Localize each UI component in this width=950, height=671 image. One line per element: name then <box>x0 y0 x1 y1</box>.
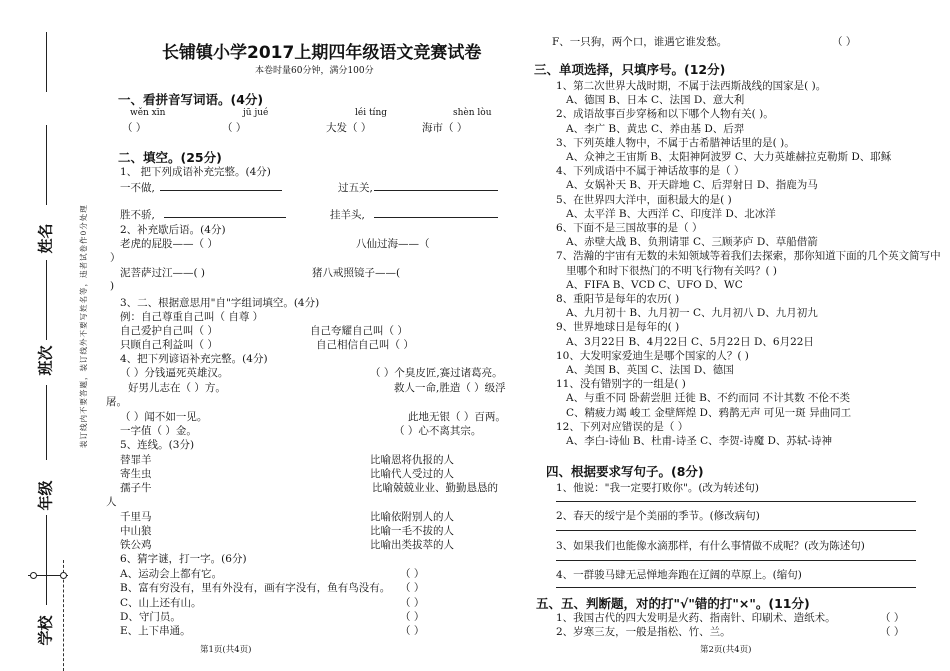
match-left[interactable]: 替罪羊 <box>120 454 152 466</box>
choice-options[interactable]: A、太平洋 B、大西洋 C、印度洋 D、北冰洋 <box>566 207 776 220</box>
page-footer-right: 第2页(共4页) <box>700 645 752 655</box>
proverb-item: （ ）个臭皮匠,赛过诸葛亮。 <box>370 367 503 379</box>
saying-item: ） <box>110 252 121 264</box>
match-left[interactable]: 寄生虫 <box>120 468 152 480</box>
example-text: 例：自己尊重自己叫（ 自尊 ） <box>120 311 264 323</box>
match-right[interactable]: 比喻出类拔萃的人 <box>370 539 454 551</box>
answer-line[interactable] <box>160 190 282 191</box>
choice-question: 4、下列成语中不属于神话故事的是（ ） <box>556 165 745 178</box>
answer-line[interactable] <box>556 530 916 531</box>
match-right[interactable]: 比喻一毛不拔的人 <box>370 525 454 537</box>
riddle-item: C、山上还有山。 <box>120 597 202 609</box>
page-subtitle: 本卷时量60分钟，满分100分 <box>255 66 374 76</box>
question-title: 4、把下列谚语补充完整。(4分) <box>120 353 268 365</box>
proverb-item: 一字值（ ）金。 <box>120 425 197 437</box>
choice-question: 9、世界地球日是每年的( ) <box>556 321 680 334</box>
saying-item: 猪八戒照镜子——( <box>312 267 401 279</box>
answer-blank[interactable]: （ ） <box>400 597 425 609</box>
proverb-item: 好男儿志在（ ）方。 <box>128 382 226 394</box>
match-right: 人 <box>106 496 117 508</box>
proverb-item: 屠。 <box>106 396 127 408</box>
answer-line[interactable] <box>556 560 916 561</box>
name-label: 姓名 <box>36 223 55 254</box>
answer-blank[interactable]: （ ） <box>880 612 905 624</box>
match-right[interactable]: 比喻代人受过的人 <box>370 468 454 480</box>
school-label: 学校 <box>36 615 55 646</box>
choice-question: 3、下列英雄人物中，不属于古希腊神话里的是( )。 <box>556 136 795 149</box>
word-item: 只顾自己利益叫（ ） <box>120 339 218 351</box>
sentence-task: 1、他说："我一定要打败你"。(改为转述句) <box>556 482 760 494</box>
choice-options[interactable]: A、众神之王宙斯 B、太阳神阿波罗 C、大力英雄赫拉克勒斯 D、耶稣 <box>566 151 892 163</box>
saying-item: ) <box>110 280 115 292</box>
choice-options[interactable]: C、精疲力竭 峻工 金壁辉煌 D、鸦鹊无声 可见一斑 异曲同工 <box>566 406 852 419</box>
class-label: 班次 <box>36 345 55 376</box>
pinyin-3: léi tíng <box>355 108 387 118</box>
choice-options[interactable]: A、李广 B、黄忠 C、养由基 D、后羿 <box>566 122 745 135</box>
choice-question: 10、大发明家爱迪生是哪个国家的人？( ) <box>556 349 749 362</box>
answer-blank[interactable]: （ ） <box>400 582 425 594</box>
answer-line[interactable] <box>556 587 916 588</box>
match-left[interactable]: 中山狼 <box>120 525 152 537</box>
match-right[interactable]: 比喻恩将仇报的人 <box>370 454 454 466</box>
proverb-item: （ ）心不离其宗。 <box>394 425 482 437</box>
question-title: 6、猜字谜，打一字。(6分) <box>120 553 247 565</box>
answer-blank[interactable]: （ ） <box>222 122 247 134</box>
idiom-item: 过五关, <box>338 182 373 194</box>
choice-question: 12、下列对应错误的是（ ） <box>556 420 689 433</box>
section3-heading: 三、单项选择，只填序号。(12分) <box>534 62 726 77</box>
section4-heading: 四、根据要求写句子。(8分) <box>546 464 704 479</box>
choice-question: 2、成语故事百步穿杨和以下哪个人物有关( )。 <box>556 108 774 121</box>
answer-blank[interactable]: （ ） <box>400 611 425 623</box>
riddle-item: D、守门员。 <box>120 611 181 623</box>
choice-options[interactable]: A、与重不同 卧薪尝胆 迁徙 B、不约而同 不计其数 不伦不类 <box>566 392 850 405</box>
riddle-item: A、运动会上都有它。 <box>120 568 223 580</box>
saying-item: 八仙过海——（ <box>356 238 430 250</box>
binding-hole <box>30 572 37 579</box>
answer-line[interactable] <box>164 217 286 218</box>
choice-options[interactable]: A、FIFA B、VCD C、UFO D、WC <box>566 278 743 291</box>
choice-options[interactable]: A、德国 B、日本 C、法国 D、意大利 <box>566 94 745 107</box>
binding-line <box>46 125 47 205</box>
riddle-item: B、富有穷没有，里有外没有，画有字没有，鱼有鸟没有。 <box>120 582 391 594</box>
answer-blank[interactable]: （ ） <box>400 568 425 580</box>
choice-options[interactable]: A、女娲补天 B、开天辟地 C、后羿射日 D、指鹿为马 <box>566 179 818 192</box>
section5-heading: 五、五、判断题，对的打"√"错的打"×"。(11分) <box>536 596 810 611</box>
binding-line <box>46 32 47 92</box>
binding-line <box>46 515 47 605</box>
grade-label: 年级 <box>36 480 55 511</box>
proverb-item: 此地无银（ ）百两。 <box>408 411 506 423</box>
answer-line[interactable] <box>374 190 498 191</box>
sentence-task: 3、如果我们也能像水滴那样，有什么事情做不成呢？(改为陈述句) <box>556 540 865 552</box>
idiom-item: 挂羊头, <box>330 209 365 221</box>
choice-question: 里哪个和时下很热门的不明飞行物有关吗？( ) <box>566 264 778 277</box>
match-right[interactable]: 比喻依附别人的人 <box>370 511 454 523</box>
answer-blank[interactable]: （ ） <box>880 626 905 638</box>
page-footer-left: 第1页(共4页) <box>200 645 252 655</box>
answer-blank[interactable]: 海市（ ） <box>422 122 468 134</box>
choice-question: 11、没有错别字的一组是( ) <box>556 378 686 391</box>
proverb-item: （ ）闻不如一见。 <box>120 411 208 423</box>
binding-warning: 装订线内不要答题，装订线外不要写姓名等，违者试卷作0分处理 <box>79 204 88 448</box>
answer-line[interactable] <box>556 501 916 502</box>
pinyin-4: shèn lòu <box>453 108 492 118</box>
sentence-task: 2、春天的绥宁是个美丽的季节。(修改病句) <box>556 510 760 522</box>
judgement-item: 2、岁寒三友，一般是指松、竹、兰。 <box>556 626 731 638</box>
pinyin-2: jū jué <box>243 108 269 118</box>
question-title: 3、二、根据意思用"自"字组词填空。(4分) <box>120 297 320 309</box>
idiom-item: 胜不骄, <box>120 209 155 221</box>
idiom-item: 一不做, <box>120 182 155 194</box>
question-title: 5、连线。(3分) <box>120 439 195 451</box>
question-title: 1、 把下列成语补充完整。(4分) <box>120 166 271 178</box>
word-item: 自己爱护自己叫（ ） <box>120 325 218 337</box>
section1-heading: 一、看拼音写词语。(4分) <box>118 92 264 107</box>
answer-blank[interactable]: 大发（ ） <box>326 122 372 134</box>
binding-line <box>46 385 47 460</box>
choice-options[interactable]: A、李白-诗仙 B、杜甫-诗圣 C、李贺-诗魔 D、苏轼-诗神 <box>566 435 832 447</box>
choice-question: 7、浩瀚的宇宙有无数的未知领域等着我们去探索，那你知道下面的几个英文简写中 <box>556 250 941 263</box>
match-left[interactable]: 孺子牛 <box>120 482 152 494</box>
proverb-item: 救人一命,胜造（ ）级浮 <box>394 382 506 394</box>
choice-question: 8、重阳节是每年的农历( ) <box>556 293 680 305</box>
match-left[interactable]: 铁公鸡 <box>120 539 152 551</box>
pinyin-1: wěn xīn <box>130 108 166 118</box>
choice-question: 1、第二次世界大战时期，不属于法西斯战线的国家是( )。 <box>556 80 827 92</box>
sentence-task: 4、一群骏马肆无忌惮地奔跑在辽阔的草原上。(缩句) <box>556 569 802 581</box>
choice-options[interactable]: A、九月初十 B、九月初一 C、九月初八 D、九月初九 <box>566 307 818 320</box>
answer-blank[interactable]: （ ） <box>122 122 147 134</box>
section2-heading: 二、填空。(25分) <box>118 150 222 165</box>
match-left[interactable]: 千里马 <box>120 511 152 523</box>
choice-question: 5、在世界四大洋中，面积最大的是( ) <box>556 193 732 206</box>
choice-options[interactable]: A、3月22日 B、4月22日 C、5月22日 D、6月22日 <box>566 335 814 348</box>
answer-blank[interactable]: （ ） <box>400 625 425 637</box>
binding-line <box>46 260 47 340</box>
proverb-item: （ ）分钱逼死英雄汉。 <box>120 367 229 379</box>
match-right[interactable]: 比喻兢兢业业、勤勤恳恳的 <box>372 482 498 494</box>
choice-question: 6、下面不是三国故事的是（ ） <box>556 222 703 234</box>
word-item: 自己相信自己叫（ ） <box>316 339 414 351</box>
choice-options[interactable]: A、赤壁大战 B、负荆请罪 C、三顾茅庐 D、草船借箭 <box>566 236 818 249</box>
question-title: 2、补充歇后语。(4分) <box>120 224 226 236</box>
choice-options[interactable]: A、美国 B、英国 C、法国 D、德国 <box>566 364 734 376</box>
judgement-item: 1、我国古代的四大发明是火药、指南针、印刷术、造纸术。 <box>556 612 836 624</box>
riddle-item: E、上下串通。 <box>120 625 191 637</box>
answer-blank[interactable]: （ ） <box>832 36 857 48</box>
binding-hole <box>60 572 67 579</box>
answer-line[interactable] <box>374 217 498 218</box>
saying-item: 泥菩萨过江——( ) <box>120 267 206 279</box>
page-title: 长铺镇小学2017上期四年级语文竞赛试卷 <box>162 43 482 63</box>
riddle-item-f: F、一只狗，两个口，谁遇它谁发愁。 <box>552 36 728 48</box>
word-item: 自己夸耀自己叫（ ） <box>310 325 408 337</box>
saying-item: 老虎的屁股——（ ） <box>120 238 218 250</box>
